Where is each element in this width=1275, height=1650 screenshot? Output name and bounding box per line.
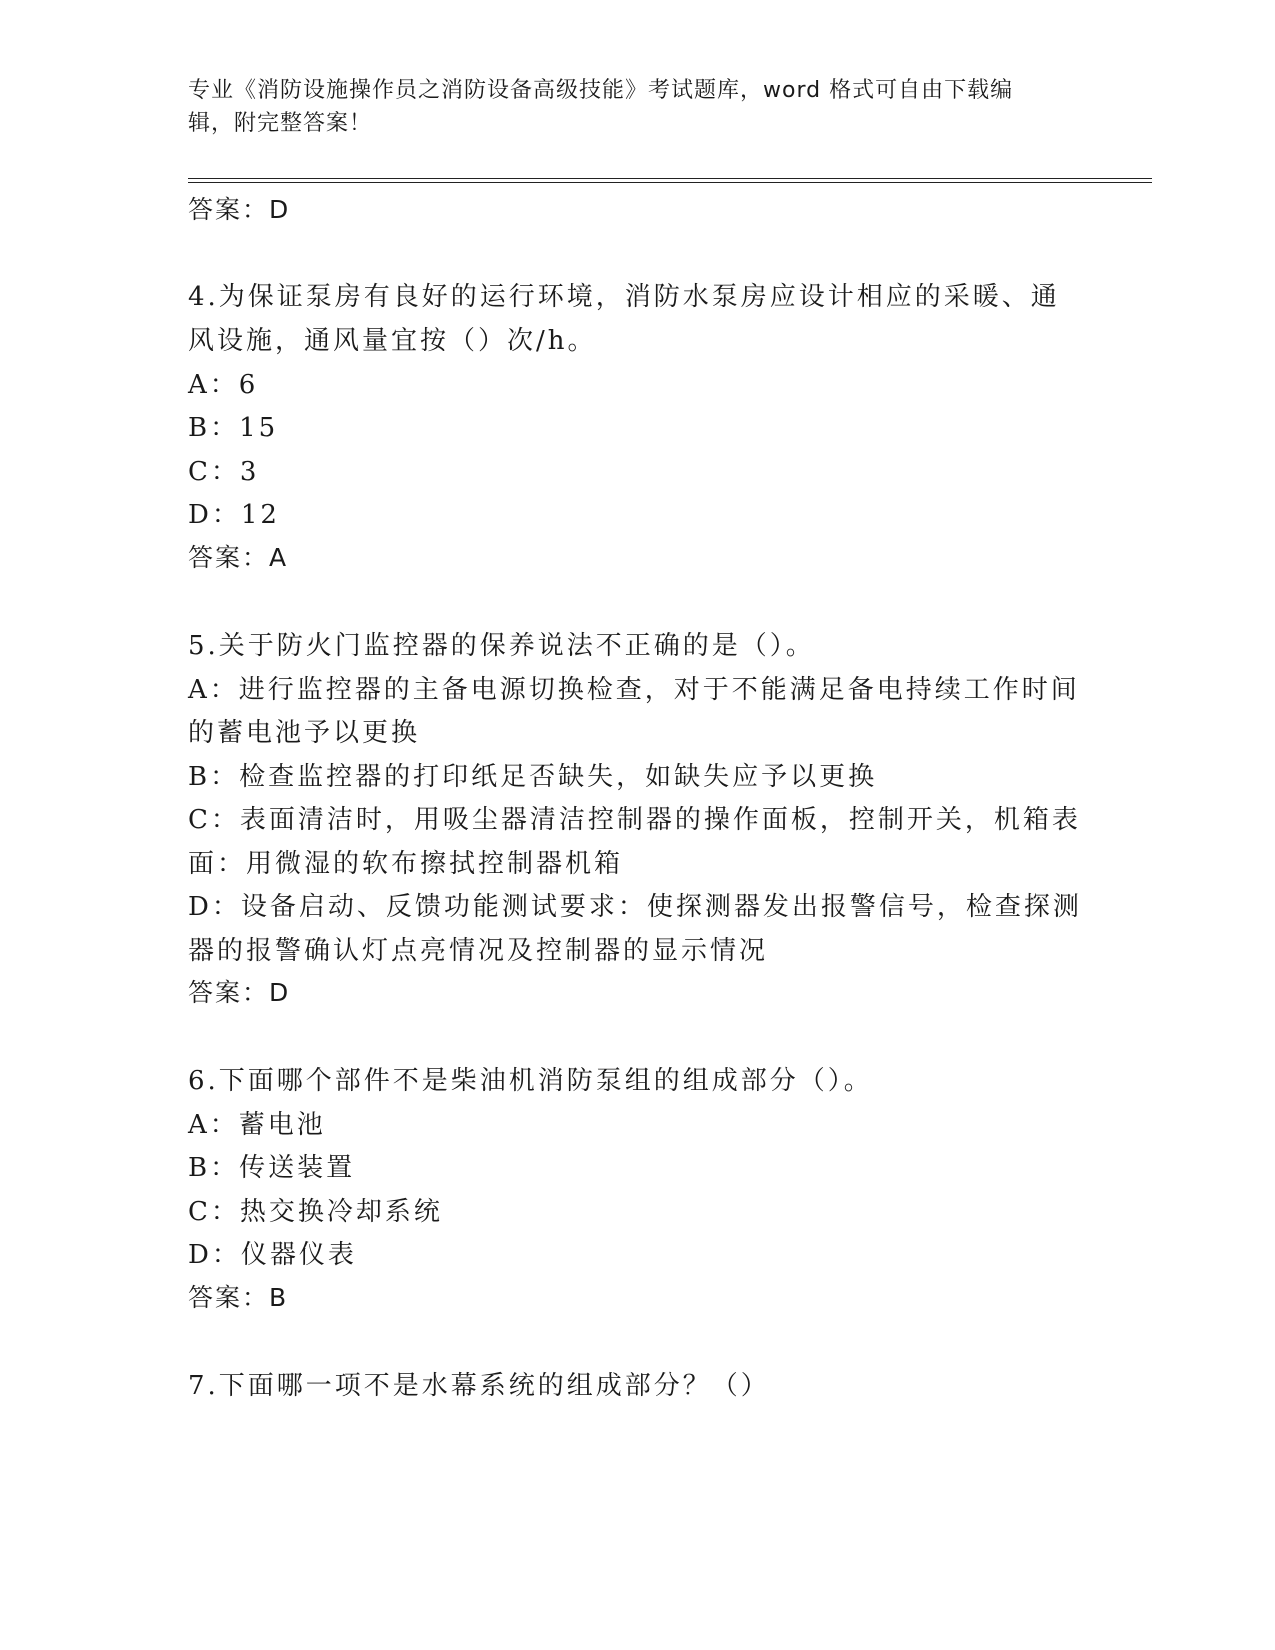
header-line-1: 专业《消防设施操作员之消防设备高级技能》考试题库，word 格式可自由下载编 bbox=[188, 78, 1014, 103]
header-divider-bottom bbox=[188, 182, 1152, 183]
q6-stem-line-1: 6.下面哪个部件不是柴油机消防泵组的组成部分（）。 bbox=[188, 1066, 873, 1096]
q6-answer: 答案：B bbox=[188, 1283, 289, 1312]
q4-option-c: C：3 bbox=[188, 457, 260, 487]
q4-stem-line-1: 4.为保证泵房有良好的运行环境，消防水泵房应设计相应的采暖、通 bbox=[188, 282, 1060, 312]
q4-option-a: A：6 bbox=[188, 370, 259, 400]
q5-answer: 答案：D bbox=[188, 978, 291, 1007]
header-divider-top bbox=[188, 178, 1152, 179]
q5-stem-line-1: 5.关于防火门监控器的保养说法不正确的是（）。 bbox=[188, 631, 815, 661]
q4-answer: 答案：A bbox=[188, 543, 289, 572]
q7-stem-line-1: 7.下面哪一项不是水幕系统的组成部分？（） bbox=[188, 1371, 770, 1401]
q6-option-c: C：热交换冷却系统 bbox=[188, 1197, 443, 1227]
q5-option-a-line-2: 的蓄电池予以更换 bbox=[188, 718, 421, 748]
prev-answer: 答案：D bbox=[188, 195, 291, 224]
q5-option-a-line-1: A：进行监控器的主备电源切换检查，对于不能满足备电持续工作时间 bbox=[188, 675, 1080, 705]
q5-option-d-line-1: D：设备启动、反馈功能测试要求：使探测器发出报警信号，检查探测 bbox=[188, 892, 1082, 922]
q6-option-a: A：蓄电池 bbox=[188, 1110, 326, 1140]
header-line-2: 辑，附完整答案！ bbox=[188, 111, 373, 136]
q4-stem-line-2: 风设施，通风量宜按（）次/h。 bbox=[188, 326, 597, 356]
q4-option-d: D：12 bbox=[188, 500, 280, 530]
q5-option-d-line-2: 器的报警确认灯点亮情况及控制器的显示情况 bbox=[188, 936, 769, 966]
q6-option-d: D：仪器仪表 bbox=[188, 1240, 357, 1270]
q5-option-c-line-1: C：表面清洁时，用吸尘器清洁控制器的操作面板，控制开关，机箱表 bbox=[188, 805, 1081, 835]
q6-option-b: B：传送装置 bbox=[188, 1153, 356, 1183]
document-header bbox=[188, 74, 1088, 140]
q4-option-b: B：15 bbox=[188, 413, 279, 443]
q5-option-b: B：检查监控器的打印纸足否缺失，如缺失应予以更换 bbox=[188, 762, 878, 792]
q5-option-c-line-2: 面：用微湿的软布擦拭控制器机箱 bbox=[188, 849, 624, 879]
